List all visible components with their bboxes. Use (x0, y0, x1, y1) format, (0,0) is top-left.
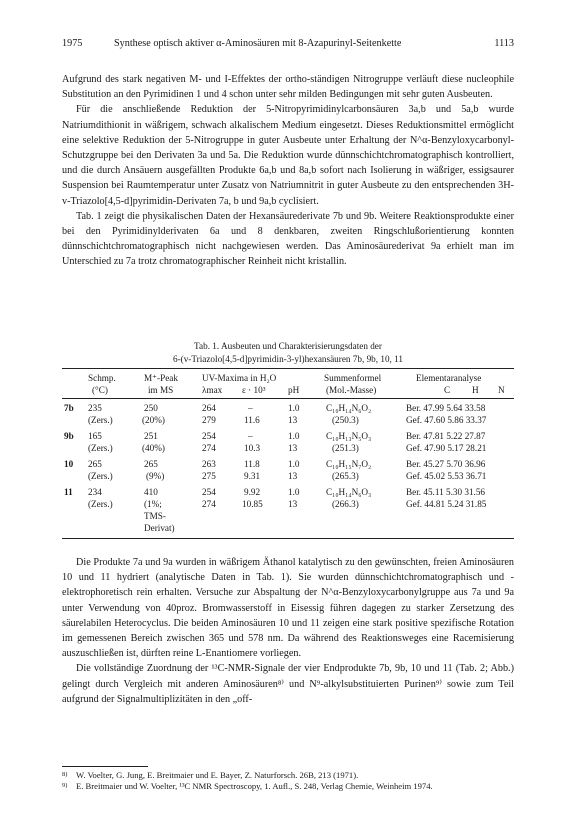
cell-epsilon: 9.31 (244, 471, 261, 481)
cell-peak: 410 (144, 487, 158, 497)
cell-gef: Gef. 47.60 5.86 33.37 (406, 415, 487, 425)
paragraph: Die vollständige Zuordnung der ¹³C-NMR-Signale der vier Endprodukte 7b, 9b, 10 und 11 (Tab. 2; Abb.) gelingt durch Vergleich mit anderen Aminosäuren⁸⁾ und N⁹-alkylsubstituierten Purinen⁹⁾ sowie zum Teil aufgrund der Signalmultiplizitäten in den „off- (62, 663, 514, 705)
cell-schmp-note: (Zers.) (88, 415, 113, 425)
header-lambda-max: λmax (202, 385, 223, 395)
table-caption-line: 6-(v-Triazolo[4,5-d]pyrimidin-3-yl)hexansäuren 7b, 9b, 10, 11 (173, 353, 403, 364)
cell-lambda: 275 (202, 471, 216, 481)
footnote-text: W. Voelter, G. Jung, E. Breitmaier und E. Bayer, Z. Naturforsch. 26B, 213 (1971). (76, 770, 359, 780)
footnote-mark: 8) (62, 771, 68, 778)
row-id: 7b (64, 403, 74, 413)
cell-peak-rel: (20%) (142, 415, 165, 425)
cell-peak: 250 (144, 403, 158, 413)
cell-gef: Gef. 47.90 5.17 28.21 (406, 443, 487, 453)
row-id: 10 (64, 459, 74, 469)
cell-schmp-note: (Zers.) (88, 471, 113, 481)
cell-schmp-note: (Zers.) (88, 443, 113, 453)
paragraph: Tab. 1 zeigt die physikalischen Daten der Hexansäurederivate 7b und 9b. Weitere Reaktionsprodukte einer bei den Pyrimidinylderivaten 6a und 8 denkbaren, zweiten Ringschlußorientierung konnten dünnschichtchromatographisch nicht nachgewiesen werden. Das Aminosäurederivat 9a erhielt man im Unterschied zu 7a trotz chromatographischer Reinheit nicht kristallin. (62, 210, 514, 268)
body-text-bottom (62, 555, 514, 707)
table-top-rule (62, 368, 514, 369)
cell-ber: Ber. 47.99 5.64 33.58 (406, 403, 486, 413)
cell-ber: Ber. 45.11 5.30 31.56 (406, 487, 486, 497)
footnote (62, 781, 514, 792)
cell-schmp: 165 (88, 431, 102, 441)
cell-formel: C₁₀H₁₅N₇O₂ (326, 459, 372, 469)
cell-lambda: 264 (202, 403, 216, 413)
cell-epsilon: 9.92 (244, 487, 261, 497)
row-id: 11 (64, 487, 73, 497)
cell-peak: 251 (144, 431, 158, 441)
cell-ber: Ber. 47.81 5.22 27.87 (406, 431, 486, 441)
header-page-number: 1113 (494, 38, 514, 49)
cell-epsilon: 11.8 (244, 459, 260, 469)
header-c: C (444, 385, 451, 395)
cell-formel: C₁₀H₁₃N₅O₃ (326, 431, 372, 441)
header-uv: UV-Maxima in H₂O (202, 373, 277, 383)
cell-peak: 265 (144, 459, 158, 469)
header-schmp: Schmp. (88, 373, 116, 383)
table-header-rule (62, 398, 514, 399)
header-n: N (498, 385, 505, 395)
cell-schmp: 235 (88, 403, 102, 413)
footnotes (62, 770, 514, 792)
header-year: 1975 (62, 38, 83, 49)
cell-lambda: 254 (202, 487, 216, 497)
cell-ph: 13 (288, 499, 298, 509)
cell-ph: 1.0 (288, 403, 300, 413)
cell-schmp: 265 (88, 459, 102, 469)
header-formel-sub: (Mol.-Masse) (326, 385, 377, 395)
cell-epsilon: 11.6 (244, 415, 260, 425)
header-title: Synthese optisch aktiver α-Aminosäuren mit 8-Azapurinyl-Seitenkette (114, 38, 402, 49)
cell-lambda: 254 (202, 431, 216, 441)
body-text-top (62, 72, 514, 270)
cell-ph: 1.0 (288, 431, 300, 441)
cell-lambda: 274 (202, 443, 216, 453)
cell-epsilon: 10.3 (244, 443, 261, 453)
cell-lambda: 274 (202, 499, 216, 509)
cell-lambda: 279 (202, 415, 216, 425)
cell-epsilon: 10.85 (242, 499, 263, 509)
cell-formel: C₁₀H₁₄N₆O₂ (326, 403, 372, 413)
header-peak-sub: im MS (148, 385, 174, 395)
table-caption-line: Tab. 1. Ausbeuten und Charakterisierungsdaten der (194, 341, 382, 351)
cell-peak-rel: (1%; (144, 499, 162, 509)
cell-peak-note: Derivat) (144, 523, 175, 533)
cell-lambda: 263 (202, 459, 216, 469)
table-caption (62, 340, 514, 365)
cell-peak-rel: (9%) (146, 471, 165, 481)
header-formel: Summenformel (324, 373, 382, 383)
paragraph: Für die anschließende Reduktion der 5-Nitropyrimidinylcarbonsäuren 3a,b und 5a,b wurde Natriumdithionit in wäßrigem, schwach alkalischem Medium eingesetzt. Dieses Reduktionsmittel ermöglicht eine selektive Reduktion der 5-Nitrogruppe in guter Ausbeute unter Erhaltung der N^α-Benzyloxycarbonyl-Schutzgruppe bei den Derivaten 3a und 5a. Die Reduktion wurde dünnschichtchromatographisch kontrolliert, und die durch Ansäuern ausgefällten Produkte 6a,b und 8a,b sofort nach Isolierung in wäßriger, essigsaurer Suspension bei Raumtemperatur unter Zusatz von Natriumnitrit in guter Ausbeute zu den entsprechenden 3H-v-Triazolo[4,5-d]pyrimidin-Derivaten 7a, b und 9a,b cyclisiert. (62, 104, 514, 207)
cell-epsilon: – (248, 403, 253, 413)
header-h: H (472, 385, 479, 395)
footnote-mark: 9) (62, 782, 68, 790)
paragraph: Die Produkte 7a und 9a wurden in wäßrigem Äthanol katalytisch zu den gewünschten, freien Aminosäuren 10 und 11 hydriert (analytische Daten in Tab. 1). Sie wurden dünnschichtchromatographisch und -elektrophoretisch rein erhalten. Versuche zur Abspaltung der N^α-Benzyloxycarbonylgruppe aus 7a und 9a unter Verwendung von 40proz. Bromwasserstoff in Eisessig führen dagegen zu starker Zersetzung des säurelabilen Heterocyclus. Die beiden Aminosäuren 10 und 11 zeigen eine stark positive spezifische Rotation im gemessenen Bereich zwischen 365 und 578 nm. Da während des Reaktionsweges eine Racemisierung auszuschließen ist, dürften reine L-Enantiomere vorliegen. (62, 557, 514, 660)
header-elementaranalyse: Elementaranalyse (416, 373, 482, 383)
cell-ph: 1.0 (288, 459, 300, 469)
cell-peak-note: TMS- (144, 511, 166, 521)
cell-ph: 1.0 (288, 487, 300, 497)
cell-schmp: 234 (88, 487, 102, 497)
cell-gef: Gef. 45.02 5.53 36.71 (406, 471, 487, 481)
cell-epsilon: – (248, 431, 253, 441)
cell-ber: Ber. 45.27 5.70 36.96 (406, 459, 486, 469)
cell-schmp-note: (Zers.) (88, 499, 113, 509)
cell-ph: 13 (288, 443, 298, 453)
footnote-rule (62, 766, 148, 767)
cell-ph: 13 (288, 471, 298, 481)
cell-mass: (250.3) (332, 415, 359, 425)
header-epsilon: ε · 10³ (242, 385, 266, 395)
cell-mass: (251.3) (332, 443, 359, 453)
header-schmp-unit: (°C) (92, 385, 108, 395)
paragraph: Aufgrund des stark negativen M- und I-Effektes der ortho-ständigen Nitrogruppe verläuft diese nucleophile Substitution an den Pyrimidinen 1 und 4 schon unter sehr milden Bedingungen mit sehr guten Ausbeuten. (62, 74, 514, 101)
header-ph: pH (288, 385, 300, 395)
table-bottom-rule (62, 538, 514, 539)
header-peak: M⁺-Peak (144, 373, 178, 383)
footnote (62, 770, 514, 781)
row-id: 9b (64, 431, 74, 441)
cell-mass: (265.3) (332, 471, 359, 481)
footnote-text: E. Breitmaier und W. Voelter, ¹³C NMR Spectroscopy, 1. Aufl., S. 248, Verlag Chemie, Weinheim 1974. (76, 781, 433, 792)
cell-peak-rel: (40%) (142, 443, 165, 453)
cell-formel: C₁₀H₁₄N₆O₃ (326, 487, 372, 497)
cell-gef: Gef. 44.81 5.24 31.85 (406, 499, 487, 509)
cell-ph: 13 (288, 415, 298, 425)
cell-mass: (266.3) (332, 499, 359, 509)
